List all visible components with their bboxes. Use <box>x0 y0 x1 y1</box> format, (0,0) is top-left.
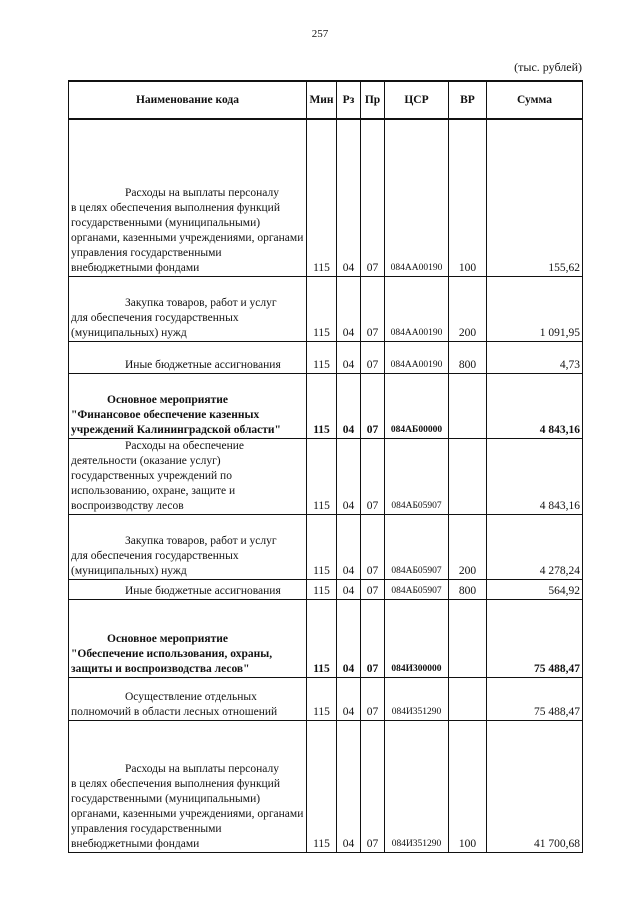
cell-pr: 07 <box>361 599 385 677</box>
header-sum: Сумма <box>487 81 583 119</box>
cell-sum: 564,92 <box>487 579 583 599</box>
cell-name-first-line: Иные бюджетные ассигнования <box>125 358 281 371</box>
cell-vr <box>449 373 487 438</box>
cell-sum: 4 843,16 <box>487 373 583 438</box>
header-csr: ЦСР <box>385 81 449 119</box>
cell-min: 115 <box>307 599 337 677</box>
cell-sum: 75 488,47 <box>487 677 583 720</box>
cell-vr: 200 <box>449 514 487 579</box>
cell-name <box>69 276 307 341</box>
cell-pr: 07 <box>361 720 385 852</box>
cell-csr: 084АБ05907 <box>385 514 449 579</box>
cell-vr <box>449 599 487 677</box>
cell-min: 115 <box>307 579 337 599</box>
cell-rz: 04 <box>337 677 361 720</box>
cell-name-rest: полномочий в области лесных отношений <box>71 705 278 718</box>
cell-name-first-line: Закупка товаров, работ и услуг <box>125 296 277 309</box>
cell-pr: 07 <box>361 579 385 599</box>
cell-rz: 04 <box>337 579 361 599</box>
cell-name-first-line: Расходы на выплаты персоналу <box>125 762 279 775</box>
cell-name-first-line: Закупка товаров, работ и услуг <box>125 534 277 547</box>
cell-pr: 07 <box>361 677 385 720</box>
header-pr: Пр <box>361 81 385 119</box>
cell-name-rest: в целях обеспечения выполнения функций государственными (муниципальными) органами, казенными учреждениями, органами управления государственными внебюджетными фондами <box>71 201 304 274</box>
cell-name-first-line: Осуществление отдельных <box>125 690 257 703</box>
cell-name <box>69 514 307 579</box>
cell-rz: 04 <box>337 341 361 373</box>
cell-min: 115 <box>307 720 337 852</box>
table-row <box>69 119 583 276</box>
cell-sum: 155,62 <box>487 119 583 276</box>
cell-name-first-line: Основное мероприятие <box>107 393 229 406</box>
cell-csr: 084АБ00000 <box>385 373 449 438</box>
cell-csr: 084И351290 <box>385 720 449 852</box>
cell-pr: 07 <box>361 119 385 276</box>
cell-name-first-line: Основное мероприятие <box>107 632 229 645</box>
cell-vr: 200 <box>449 276 487 341</box>
cell-sum: 4,73 <box>487 341 583 373</box>
cell-vr <box>449 438 487 514</box>
cell-vr: 800 <box>449 579 487 599</box>
cell-csr: 084АБ05907 <box>385 438 449 514</box>
cell-rz: 04 <box>337 599 361 677</box>
cell-min: 115 <box>307 373 337 438</box>
cell-name <box>69 438 307 514</box>
cell-csr: 084И300000 <box>385 599 449 677</box>
table-header-row <box>69 81 583 119</box>
cell-rz: 04 <box>337 514 361 579</box>
cell-name-rest: для обеспечения государственных (муниципальных) нужд <box>71 549 239 577</box>
table-row <box>69 276 583 341</box>
cell-vr <box>449 677 487 720</box>
cell-name <box>69 599 307 677</box>
cell-name-rest: деятельности (оказание услуг) государственных учреждений по использованию, охране, защите и воспроизводству лесов <box>71 454 236 512</box>
cell-pr: 07 <box>361 514 385 579</box>
table-row <box>69 720 583 852</box>
cell-name <box>69 373 307 438</box>
cell-pr: 07 <box>361 276 385 341</box>
cell-name-rest: в целях обеспечения выполнения функций государственными (муниципальными) органами, казенными учреждениями, органами управления государственными внебюджетными фондами <box>71 777 304 850</box>
cell-pr: 07 <box>361 438 385 514</box>
cell-name <box>69 119 307 276</box>
page-number: 257 <box>311 28 329 40</box>
table-row <box>69 373 583 438</box>
cell-name-rest: "Обеспечение использования, охраны, защиты и воспроизводства лесов" <box>71 647 273 675</box>
cell-name <box>69 677 307 720</box>
table-row <box>69 341 583 373</box>
cell-min: 115 <box>307 438 337 514</box>
cell-rz: 04 <box>337 720 361 852</box>
cell-sum: 1 091,95 <box>487 276 583 341</box>
cell-name <box>69 341 307 373</box>
cell-name <box>69 579 307 599</box>
table-row <box>69 514 583 579</box>
header-vr: ВР <box>449 81 487 119</box>
table-row <box>69 438 583 514</box>
budget-table <box>68 80 583 853</box>
units-label: (тыс. рублей) <box>514 60 582 74</box>
cell-name-rest: для обеспечения государственных (муниципальных) нужд <box>71 311 239 339</box>
cell-name-first-line: Иные бюджетные ассигнования <box>125 584 281 597</box>
header-min: Мин <box>307 81 337 119</box>
cell-vr: 100 <box>449 720 487 852</box>
cell-sum: 75 488,47 <box>487 599 583 677</box>
cell-csr: 084АА00190 <box>385 341 449 373</box>
cell-name-first-line: Расходы на обеспечение <box>125 439 244 452</box>
cell-sum: 4 843,16 <box>487 438 583 514</box>
cell-min: 115 <box>307 677 337 720</box>
cell-csr: 084АА00190 <box>385 119 449 276</box>
cell-vr: 800 <box>449 341 487 373</box>
cell-rz: 04 <box>337 276 361 341</box>
cell-name <box>69 720 307 852</box>
cell-csr: 084АА00190 <box>385 276 449 341</box>
table-body <box>69 119 583 852</box>
cell-csr: 084АБ05907 <box>385 579 449 599</box>
cell-name-first-line: Расходы на выплаты персоналу <box>125 186 279 199</box>
header-rz: Рз <box>337 81 361 119</box>
cell-rz: 04 <box>337 119 361 276</box>
cell-min: 115 <box>307 341 337 373</box>
cell-sum: 41 700,68 <box>487 720 583 852</box>
cell-min: 115 <box>307 119 337 276</box>
table-row <box>69 599 583 677</box>
cell-name-rest: "Финансовое обеспечение казенных учреждений Калининградской области" <box>71 408 281 436</box>
cell-min: 115 <box>307 514 337 579</box>
cell-vr: 100 <box>449 119 487 276</box>
cell-pr: 07 <box>361 373 385 438</box>
cell-sum: 4 278,24 <box>487 514 583 579</box>
cell-rz: 04 <box>337 438 361 514</box>
cell-csr: 084И351290 <box>385 677 449 720</box>
header-name: Наименование кода <box>69 81 307 119</box>
table-row <box>69 677 583 720</box>
cell-min: 115 <box>307 276 337 341</box>
table-row <box>69 579 583 599</box>
cell-pr: 07 <box>361 341 385 373</box>
cell-rz: 04 <box>337 373 361 438</box>
